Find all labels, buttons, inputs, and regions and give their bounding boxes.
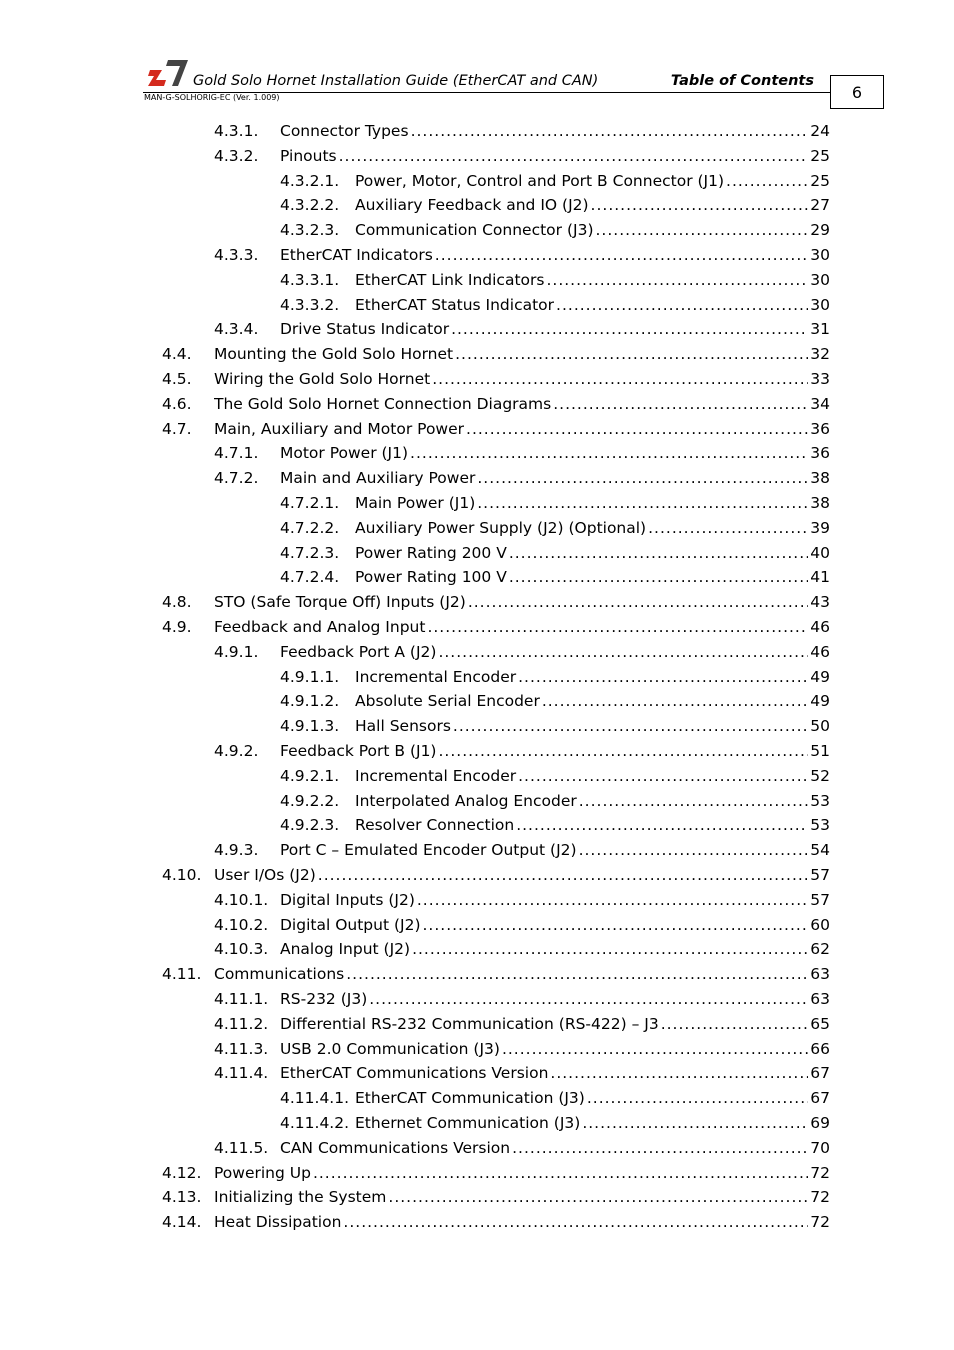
toc-entry-title: Feedback Port B (J1) (280, 742, 437, 760)
toc-entry-title: RS-232 (J3) (280, 990, 368, 1008)
dot-leader (435, 243, 808, 268)
toc-entry-page: 54 (810, 841, 830, 860)
toc-entry-number: 4.3.4. (214, 320, 259, 339)
toc-entry-number: 4.3.1. (214, 122, 259, 140)
toc-entry[interactable] (0, 441, 954, 466)
toc-entry-page: 67 (810, 1064, 830, 1083)
dot-leader (343, 1210, 808, 1235)
toc-entry-number: 4.11.4.2. (280, 1114, 350, 1132)
toc-entry[interactable] (0, 689, 954, 714)
dot-leader (596, 218, 809, 243)
toc-entry-number: 4.3.3.2. (280, 295, 340, 314)
toc-entry-number: 4.9.2.2. (280, 791, 340, 810)
toc-entry[interactable] (0, 913, 954, 938)
toc-entry-number: 4.11.1. (214, 990, 269, 1008)
toc-entry[interactable] (0, 1086, 954, 1111)
toc-entry[interactable] (0, 466, 954, 491)
toc-entry-number: 4.11.3. (214, 1039, 269, 1058)
toc-entry-title: Absolute Serial Encoder (355, 692, 540, 711)
toc-entry-number: 4.7.1. (214, 444, 259, 463)
toc-entry-page: 49 (810, 667, 830, 686)
toc-entry-number: 4.7.2.1. (280, 494, 340, 512)
toc-entry-title: Digital Output (J2) (280, 915, 421, 934)
toc-entry-title: The Gold Solo Hornet Connection Diagrams (214, 394, 552, 413)
dot-leader (438, 739, 808, 764)
toc-entry[interactable] (0, 516, 954, 541)
dot-leader (388, 1185, 808, 1210)
toc-entry[interactable] (0, 243, 954, 268)
dot-leader (423, 913, 809, 938)
toc-entry-title: EtherCAT Status Indicator (355, 295, 555, 314)
dot-leader (313, 1161, 808, 1186)
dot-leader (453, 714, 808, 739)
dot-leader (546, 268, 808, 293)
toc-entry-number: 4.3.2.1. (280, 171, 340, 190)
toc-entry-page: 38 (810, 469, 830, 488)
toc-entry-title: Auxiliary Feedback and IO (J2) (355, 196, 589, 215)
toc-entry-title: Interpolated Analog Encoder (355, 791, 577, 810)
toc-entry[interactable] (0, 739, 954, 764)
toc-entry-page: 29 (810, 221, 830, 240)
toc-entry-page: 72 (810, 1188, 830, 1207)
toc-entry-page: 25 (810, 171, 830, 190)
dot-leader (516, 813, 808, 838)
toc-entry[interactable] (0, 342, 954, 367)
toc-entry-page: 53 (810, 816, 830, 835)
dot-leader (556, 293, 808, 318)
toc-entry[interactable] (0, 417, 954, 442)
toc-entry-title: Power Rating 100 V (355, 568, 507, 587)
toc-entry-page: 36 (810, 444, 830, 463)
toc-entry-number: 4.9.1.1. (280, 667, 340, 686)
toc-entry[interactable] (0, 962, 954, 987)
dot-leader (591, 193, 809, 218)
dot-leader (648, 516, 808, 541)
toc-entry-title: Ethernet Communication (J3) (355, 1114, 581, 1132)
toc-entry[interactable] (0, 144, 954, 169)
toc-entry-number: 4.11. (162, 965, 202, 984)
dot-leader (579, 789, 809, 814)
toc-entry-page: 53 (810, 791, 830, 810)
toc-entry[interactable] (0, 565, 954, 590)
toc-entry-number: 4.9.1.2. (280, 692, 340, 711)
toc-entry[interactable] (0, 1136, 954, 1161)
section-title: Table of Contents (670, 73, 814, 89)
toc-entry-title: Mounting the Gold Solo Hornet (214, 345, 454, 364)
toc-entry[interactable] (0, 268, 954, 293)
toc-entry-page: 63 (810, 990, 830, 1008)
dot-leader (432, 367, 808, 392)
dot-leader (587, 1086, 808, 1111)
toc-entry-number: 4.7.2. (214, 469, 259, 488)
toc-entry-title: User I/Os (J2) (214, 866, 316, 884)
toc-entry-title: Digital Inputs (J2) (280, 890, 415, 909)
dot-leader (455, 342, 808, 367)
toc-entry-page: 24 (810, 122, 830, 140)
dot-leader (582, 1111, 808, 1136)
toc-entry[interactable] (0, 615, 954, 640)
toc-entry-page: 66 (810, 1039, 830, 1058)
toc-entry-page: 62 (810, 940, 830, 959)
toc-entry[interactable] (0, 1061, 954, 1086)
dot-leader (339, 144, 809, 169)
toc-entry-title: EtherCAT Communication (J3) (355, 1089, 585, 1108)
toc-entry-number: 4.9.2.3. (280, 816, 340, 835)
toc-entry-page: 70 (810, 1138, 830, 1157)
toc-entry-title: Feedback and Analog Input (214, 618, 426, 636)
toc-entry-number: 4.11.5. (214, 1138, 269, 1157)
toc-entry[interactable] (0, 317, 954, 342)
toc-entry-number: 4.9.1. (214, 642, 259, 661)
dot-leader (369, 987, 808, 1012)
toc-entry[interactable] (0, 491, 954, 516)
dot-leader (411, 119, 809, 144)
toc-entry-page: 30 (810, 270, 830, 289)
toc-entry-title: Heat Dissipation (214, 1213, 342, 1232)
toc-entry[interactable] (0, 169, 954, 194)
toc-entry-number: 4.7.2.2. (280, 518, 340, 537)
toc-entry[interactable] (0, 392, 954, 417)
dot-leader (542, 689, 808, 714)
toc-entry-page: 40 (810, 543, 830, 562)
toc-entry-page: 50 (810, 717, 830, 736)
toc-entry-number: 4.3.2.3. (280, 221, 340, 240)
toc-entry[interactable] (0, 218, 954, 243)
dot-leader (417, 888, 808, 913)
toc-entry-page: 72 (810, 1163, 830, 1182)
toc-entry-title: Main, Auxiliary and Motor Power (214, 419, 465, 438)
toc-entry[interactable] (0, 987, 954, 1012)
dot-leader (661, 1012, 809, 1037)
dot-leader (518, 764, 808, 789)
toc-entry-title: EtherCAT Communications Version (280, 1064, 549, 1083)
toc-entry-number: 4.10.2. (214, 915, 269, 934)
toc-entry-title: USB 2.0 Communication (J3) (280, 1039, 500, 1058)
toc-entry[interactable] (0, 1210, 954, 1235)
toc-entry-title: Connector Types (280, 122, 409, 140)
toc-entry[interactable] (0, 937, 954, 962)
toc-entry-title: Drive Status Indicator (280, 320, 450, 339)
page-number: 6 (830, 75, 884, 109)
toc-entry-number: 4.10. (162, 866, 202, 884)
toc-entry-page: 32 (810, 345, 830, 364)
toc-entry-title: EtherCAT Link Indicators (355, 270, 545, 289)
dot-leader (512, 1136, 808, 1161)
dot-leader (438, 640, 808, 665)
toc-entry[interactable] (0, 367, 954, 392)
toc-entry-title: Motor Power (J1) (280, 444, 409, 463)
toc-entry-number: 4.7.2.4. (280, 568, 340, 587)
dot-leader (427, 615, 808, 640)
toc-entry-title: Hall Sensors (355, 717, 451, 736)
toc-entry-title: Incremental Encoder (355, 667, 517, 686)
dot-leader (509, 565, 808, 590)
toc-entry-title: Resolver Connection (355, 816, 515, 835)
dot-leader (518, 665, 808, 690)
toc-entry-title: Initializing the System (214, 1188, 387, 1207)
toc-entry-number: 4.4. (162, 345, 192, 364)
toc-entry[interactable] (0, 764, 954, 789)
toc-entry-number: 4.10.1. (214, 890, 269, 909)
company-logo (148, 58, 190, 88)
toc-entry-number: 4.9.1.3. (280, 717, 340, 736)
toc-entry-page: 67 (810, 1089, 830, 1108)
toc-entry-title: Differential RS-232 Communication (RS-422) – J3 (280, 1014, 659, 1033)
toc-entry[interactable] (0, 1111, 954, 1136)
toc-entry-page: 31 (810, 320, 830, 339)
toc-entry[interactable] (0, 888, 954, 913)
toc-entry[interactable] (0, 1161, 954, 1186)
toc-entry-title: Power, Motor, Control and Port B Connector (J1) (355, 171, 725, 190)
dot-leader (579, 838, 809, 863)
toc-entry-number: 4.11.4.1. (280, 1089, 350, 1108)
toc-entry-page: 72 (810, 1213, 830, 1232)
toc-entry-page: 46 (810, 642, 830, 661)
toc-entry-page: 43 (810, 593, 830, 612)
toc-entry-page: 36 (810, 419, 830, 438)
dot-leader (550, 1061, 808, 1086)
toc-entry[interactable] (0, 789, 954, 814)
toc-entry-title: Auxiliary Power Supply (J2) (Optional) (355, 518, 647, 537)
document-title: Gold Solo Hornet Installation Guide (EtherCAT and CAN) (193, 73, 599, 89)
toc-entry-number: 4.5. (162, 370, 192, 388)
toc-entry[interactable] (0, 119, 954, 144)
toc-entry-page: 57 (810, 890, 830, 909)
toc-entry-title: Wiring the Gold Solo Hornet (214, 370, 431, 388)
dot-leader (502, 1037, 808, 1062)
toc-entry-page: 52 (810, 766, 830, 785)
toc-entry-title: Communication Connector (J3) (355, 221, 594, 240)
dot-leader (477, 466, 808, 491)
toc-entry-page: 46 (810, 618, 830, 636)
toc-entry-title: Incremental Encoder (355, 766, 517, 785)
toc-entry-title: Main Power (J1) (355, 494, 476, 512)
toc-entry[interactable] (0, 665, 954, 690)
dot-leader (412, 937, 808, 962)
toc-entry-number: 4.12. (162, 1163, 202, 1182)
dot-leader (509, 541, 808, 566)
toc-entry-number: 4.3.3. (214, 246, 259, 264)
toc-entry-number: 4.9.2. (214, 742, 259, 760)
toc-entry[interactable] (0, 1012, 954, 1037)
toc-entry[interactable] (0, 193, 954, 218)
toc-entry-page: 30 (810, 246, 830, 264)
toc-entry[interactable] (0, 863, 954, 888)
toc-entry-page: 63 (810, 965, 830, 984)
toc-entry-number: 4.3.3.1. (280, 270, 340, 289)
toc-entry-page: 38 (810, 494, 830, 512)
toc-entry-title: EtherCAT Indicators (280, 246, 433, 264)
toc-entry-page: 41 (810, 568, 830, 587)
toc-entry-number: 4.9.3. (214, 841, 259, 860)
toc-entry-title: Feedback Port A (J2) (280, 642, 437, 661)
toc-entry[interactable] (0, 541, 954, 566)
dot-leader (468, 590, 808, 615)
toc-entry-page: 27 (810, 196, 830, 215)
toc-entry-title: Power Rating 200 V (355, 543, 507, 562)
toc-entry-number: 4.13. (162, 1188, 202, 1207)
dot-leader (346, 962, 808, 987)
toc-entry[interactable] (0, 293, 954, 318)
toc-entry-title: Main and Auxiliary Power (280, 469, 476, 488)
dot-leader (451, 317, 808, 342)
toc-entry-page: 49 (810, 692, 830, 711)
toc-entry[interactable] (0, 640, 954, 665)
toc-entry[interactable] (0, 1185, 954, 1210)
toc-entry-page: 60 (810, 915, 830, 934)
dot-leader (466, 417, 808, 442)
toc-entry-page: 34 (810, 394, 830, 413)
toc-entry-title: Communications (214, 965, 345, 984)
toc-entry-title: Powering Up (214, 1163, 311, 1182)
toc-entry[interactable] (0, 1037, 954, 1062)
toc-entry[interactable] (0, 838, 954, 863)
toc-entry-title: Port C – Emulated Encoder Output (J2) (280, 841, 577, 860)
dot-leader (477, 491, 808, 516)
toc-entry-title: Pinouts (280, 146, 337, 165)
toc-entry-page: 39 (810, 518, 830, 537)
toc-entry-page: 65 (810, 1014, 830, 1033)
toc-entry-title: STO (Safe Torque Off) Inputs (J2) (214, 593, 466, 612)
toc-entry-title: CAN Communications Version (280, 1138, 511, 1157)
toc-entry-number: 4.9. (162, 618, 192, 636)
toc-entry-page: 33 (810, 370, 830, 388)
toc-entry[interactable] (0, 813, 954, 838)
dot-leader (410, 441, 808, 466)
toc-entry-page: 51 (810, 742, 830, 760)
toc-entry-title: Analog Input (J2) (280, 940, 411, 959)
dot-leader (553, 392, 808, 417)
toc-entry-number: 4.3.2. (214, 146, 259, 165)
toc-entry-number: 4.9.2.1. (280, 766, 340, 785)
dot-leader (726, 169, 808, 194)
toc-entry-page: 57 (810, 866, 830, 884)
toc-entry-page: 69 (810, 1114, 830, 1132)
toc-entry[interactable] (0, 590, 954, 615)
toc-entry-number: 4.6. (162, 394, 192, 413)
toc-entry-number: 4.11.4. (214, 1064, 269, 1083)
toc-entry-number: 4.14. (162, 1213, 202, 1232)
toc-entry-number: 4.8. (162, 593, 192, 612)
document-id: MAN-G-SOLHORIG-EC (Ver. 1.009) (144, 93, 280, 102)
toc-entry-number: 4.11.2. (214, 1014, 269, 1033)
toc-entry-page: 30 (810, 295, 830, 314)
toc-entry[interactable] (0, 714, 954, 739)
toc-entry-page: 25 (810, 146, 830, 165)
toc-entry-number: 4.7. (162, 419, 192, 438)
toc-entry-number: 4.3.2.2. (280, 196, 340, 215)
toc-entry-number: 4.7.2.3. (280, 543, 340, 562)
toc-entry-number: 4.10.3. (214, 940, 269, 959)
dot-leader (318, 863, 808, 888)
